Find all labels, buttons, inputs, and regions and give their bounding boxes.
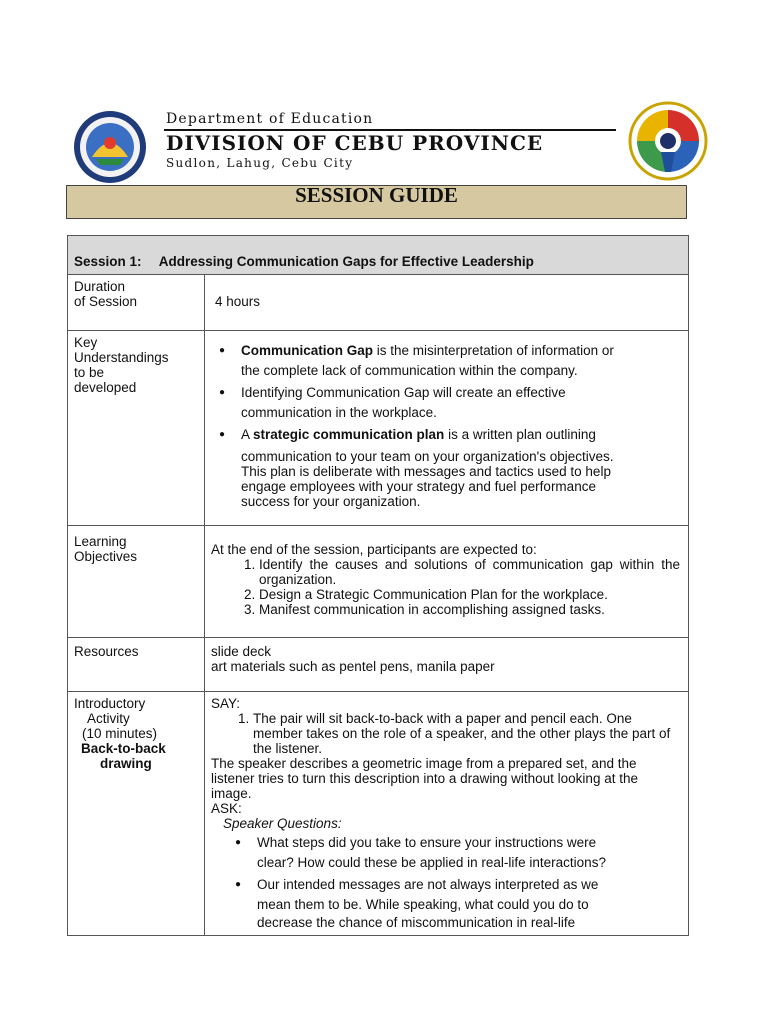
list-item	[231, 833, 680, 873]
say-label: SAY:	[211, 696, 241, 711]
duration-value: 4 hours	[215, 294, 261, 309]
letterhead	[72, 105, 692, 185]
activity-steps	[211, 711, 680, 756]
activity-label-line: (10 minutes)	[82, 726, 158, 741]
key-understandings-content	[205, 331, 689, 526]
term-bold: Communication Gap	[241, 343, 374, 358]
learning-objectives-label	[68, 526, 205, 638]
division-name: DIVISION OF CEBU PROVINCE	[166, 131, 544, 155]
activity-name: Back-to-back	[81, 741, 166, 756]
list-item-text: engage employees with your strategy and fuel performance	[241, 479, 596, 494]
list-item-text: communication in the workplace.	[241, 405, 437, 420]
key-understandings-label	[68, 331, 205, 526]
question-text: ● Our intended messages are not always interpreted as we	[257, 877, 599, 892]
key-label-line: to be	[74, 365, 105, 380]
session-number: Session 1:	[74, 254, 142, 269]
key-label-line: Key	[74, 335, 98, 350]
list-item-text: the complete lack of communication within the company.	[241, 363, 578, 378]
list-item-text: This plan is deliberate with messages and tactics used to help	[241, 464, 611, 479]
speaker-questions-heading: Speaker Questions:	[223, 816, 342, 831]
session-guide-title-bar	[66, 185, 687, 219]
list-item-text: A	[241, 427, 254, 442]
list-item	[211, 341, 680, 381]
duration-value-cell	[205, 275, 689, 331]
duration-label-line: of Session	[74, 294, 138, 309]
resources-label	[68, 638, 205, 692]
resource-item: art materials such as pentel pens, manila paper	[211, 659, 495, 674]
question-text: clear? How could these be applied in real-life interactions?	[257, 855, 606, 870]
objectives-label-line: Objectives	[74, 549, 138, 564]
resources-label-text: Resources	[74, 644, 139, 659]
list-item-text: success for your organization.	[241, 494, 421, 509]
objectives-list	[211, 557, 680, 617]
list-item: 3. Manifest communication in accomplishing assigned tasks.	[259, 602, 680, 617]
deped-seal-icon	[72, 109, 148, 185]
list-item: 1. The pair will sit back-to-back with a paper and pencil each. One member takes on the role of a speaker, and the other plays the part of the listener.	[253, 711, 680, 756]
key-understandings-list	[211, 341, 680, 509]
duration-label-line: Duration	[74, 279, 126, 294]
objectives-intro: At the end of the session, participants are expected to:	[211, 542, 537, 557]
learning-objectives-row	[68, 526, 689, 638]
key-understandings-row	[68, 331, 689, 526]
activity-description: The speaker describes a geometric image from a prepared set, and the listener tries to turn this description into a drawing without looking at the image.	[211, 756, 638, 801]
question-text: mean them to be. While speaking, what could you do to	[257, 897, 589, 912]
resources-row	[68, 638, 689, 692]
question-text: ● What steps did you take to ensure your instructions were	[257, 835, 597, 850]
learning-objectives-content	[205, 526, 689, 638]
term-bold: strategic communication plan	[253, 427, 445, 442]
list-item-text: Identifying Communication Gap will create an effective	[241, 385, 566, 400]
objectives-label-line: Learning	[74, 534, 127, 549]
session-header-cell	[68, 236, 689, 275]
session-guide-table	[67, 235, 689, 936]
session-header-row	[68, 236, 689, 275]
list-item-text: is the misinterpretation of information or	[373, 343, 614, 358]
activity-label-line: Activity	[87, 711, 130, 726]
duration-row	[68, 275, 689, 331]
speaker-questions-list	[231, 833, 680, 930]
division-logo-icon	[627, 100, 709, 182]
activity-label-line: Introductory	[74, 696, 146, 711]
list-item	[211, 425, 680, 509]
question-text: decrease the chance of miscommunication in real-life	[257, 915, 576, 930]
introductory-activity-content	[205, 692, 689, 936]
key-label-line: Understandings	[74, 350, 169, 365]
ask-label: ASK:	[211, 801, 242, 816]
session-title	[68, 236, 688, 269]
session-guide-title: SESSION GUIDE	[295, 183, 458, 207]
list-item	[231, 875, 680, 930]
session-topic: Addressing Communication Gaps for Effective Leadership	[158, 254, 534, 269]
duration-label	[68, 275, 205, 331]
resource-item: slide deck	[211, 644, 272, 659]
list-item: 1. Identify the causes and solutions of communication gap within the organization.	[259, 557, 680, 587]
activity-name: drawing	[100, 756, 152, 771]
key-label-line: developed	[74, 380, 137, 395]
list-item-text: communication to your team on your organization's objectives.	[241, 449, 614, 464]
introductory-activity-label	[68, 692, 205, 936]
list-item: 2. Design a Strategic Communication Plan for the workplace.	[259, 587, 680, 602]
list-item	[211, 383, 680, 423]
division-address: Sudlon, Lahug, Cebu City	[166, 156, 354, 170]
department-name: Department of Education	[166, 111, 374, 127]
introductory-activity-row	[68, 692, 689, 936]
list-item-text: is a written plan outlining	[444, 427, 596, 442]
resources-content	[205, 638, 689, 692]
